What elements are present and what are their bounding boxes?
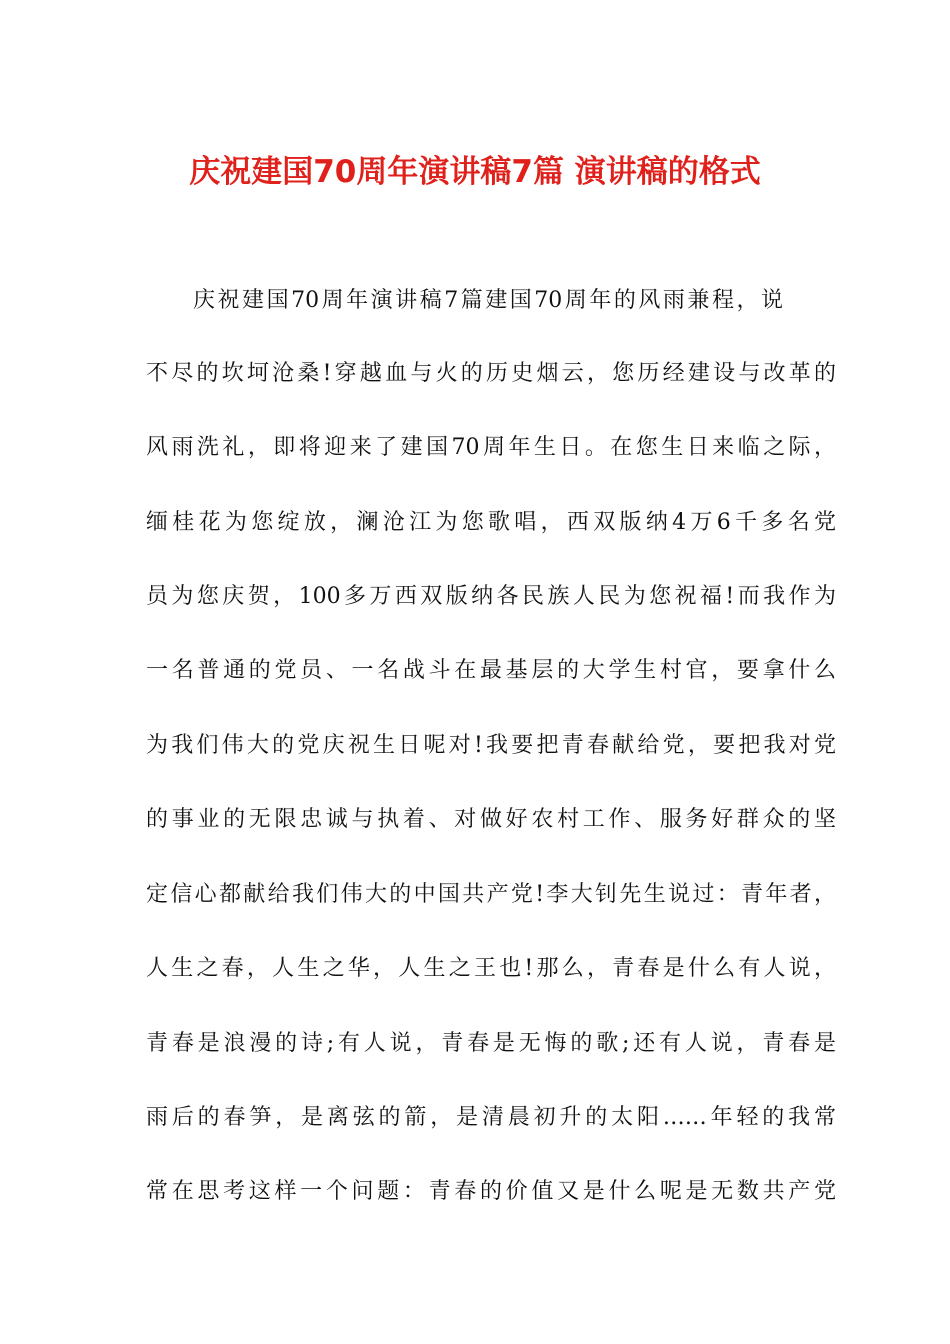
paragraph-line: 不尽的坎坷沧桑!穿越血与火的历史烟云，您历经建设与改革的: [146, 361, 836, 386]
document-title: 庆祝建国70周年演讲稿7篇 演讲稿的格式: [189, 154, 761, 190]
paragraph-line: 定信心都献给我们伟大的中国共产党!李大钊先生说过：青年者，: [146, 882, 836, 907]
paragraph-line: 缅桂花为您绽放，澜沧江为您歌唱，西双版纳4万6千多名党: [146, 510, 836, 535]
paragraph-line: 风雨洗礼，即将迎来了建国70周年生日。在您生日来临之际，: [146, 435, 836, 460]
paragraph-line: 为我们伟大的党庆祝生日呢对!我要把青春献给党，要把我对党: [146, 733, 836, 758]
paragraph-line: 一名普通的党员、一名战斗在最基层的大学生村官，要拿什么: [146, 658, 836, 683]
paragraph-line: 青春是浪漫的诗;有人说，青春是无悔的歌;还有人说，青春是: [146, 1031, 836, 1056]
paragraph-line: 庆祝建国70周年演讲稿7篇建国70周年的风雨兼程，说: [193, 288, 783, 313]
paragraph-line: 雨后的春笋，是离弦的箭，是清晨初升的太阳……年轻的我常: [146, 1105, 836, 1130]
paragraph-line: 员为您庆贺，100多万西双版纳各民族人民为您祝福!而我作为: [146, 584, 836, 609]
paragraph-line: 人生之春，人生之华，人生之王也!那么，青春是什么有人说，: [146, 956, 836, 981]
paragraph-line: 的事业的无限忠诚与执着、对做好农村工作、服务好群众的坚: [146, 807, 836, 832]
paragraph-line: 常在思考这样一个问题：青春的价值又是什么呢是无数共产党: [146, 1179, 836, 1204]
